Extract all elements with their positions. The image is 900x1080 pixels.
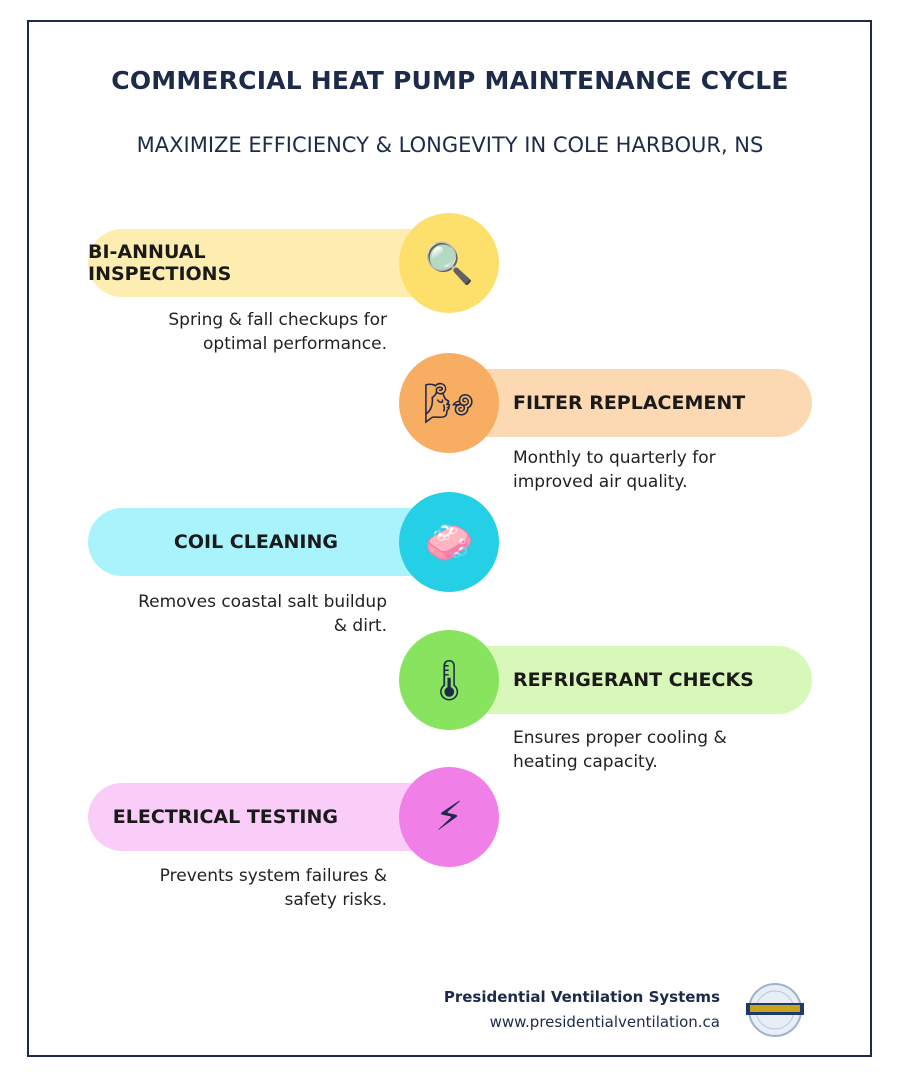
page-title: COMMERCIAL HEAT PUMP MAINTENANCE CYCLE xyxy=(111,66,789,95)
step-description-line: Removes coastal salt buildup xyxy=(138,592,387,612)
page-subtitle: MAXIMIZE EFFICIENCY & LONGEVITY IN COLE HARBOUR, NS xyxy=(136,133,764,157)
step-description xyxy=(87,308,387,356)
step-description-line: & dirt. xyxy=(333,616,387,636)
magnifying-glass-icon: 🔍 xyxy=(399,213,499,313)
step-description xyxy=(513,726,813,774)
company-name: Presidential Ventilation Systems xyxy=(443,988,720,1006)
company-logo xyxy=(744,982,806,1038)
step-pill xyxy=(88,783,448,851)
step-description-line: improved air quality. xyxy=(513,472,688,492)
soap-icon: 🧼 xyxy=(399,492,499,592)
step-label: FILTER REPLACEMENT xyxy=(513,392,746,414)
thermometer-icon: 🌡 xyxy=(399,630,499,730)
step-description-line: Prevents system failures & xyxy=(159,866,387,886)
air-filter-icon: 🌬 xyxy=(399,353,499,453)
step-label: BI-ANNUAL INSPECTIONS xyxy=(88,241,232,285)
step-description xyxy=(513,446,813,494)
step-description-line: Monthly to quarterly for xyxy=(513,448,716,468)
step-description-line: optimal performance. xyxy=(203,334,387,354)
step-description-line: Ensures proper cooling & xyxy=(513,728,727,748)
lightning-icon: ⚡ xyxy=(399,767,499,867)
step-pill xyxy=(88,229,448,297)
step-label: COIL CLEANING xyxy=(173,531,338,553)
step-description-line: safety risks. xyxy=(284,890,387,910)
step-label: ELECTRICAL TESTING xyxy=(112,806,338,828)
step-pill xyxy=(88,508,448,576)
step-description-line: Spring & fall checkups for xyxy=(168,310,387,330)
step-description-line: heating capacity. xyxy=(513,752,658,772)
step-description xyxy=(87,590,387,638)
step-description xyxy=(87,864,387,912)
company-url[interactable]: www.presidentialventilation.ca xyxy=(489,1013,720,1031)
step-label: REFRIGERANT CHECKS xyxy=(513,669,754,691)
